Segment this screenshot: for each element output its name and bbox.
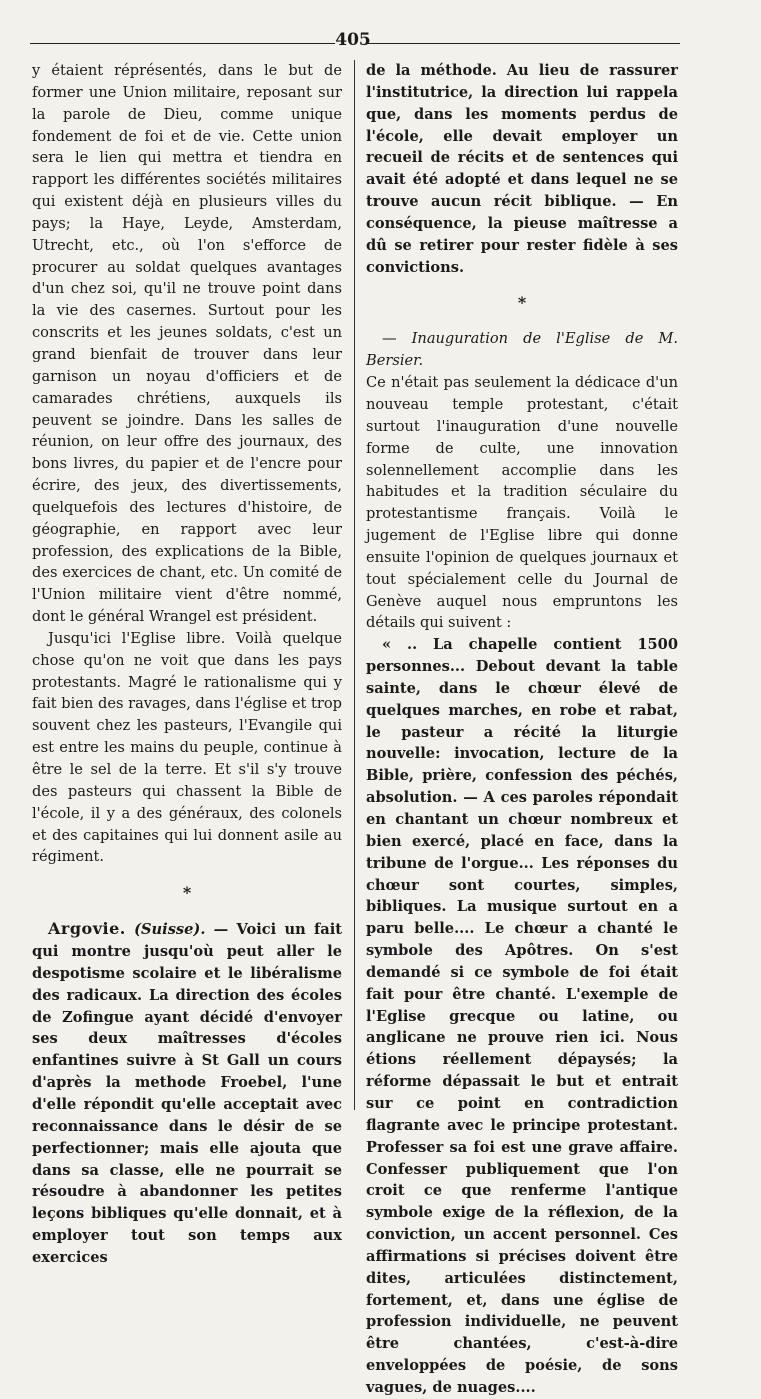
page-number: 405 (335, 30, 371, 50)
right-paragraph-3: « .. La chapelle contient 1500 personnes... Debout devant la table sainte, dans le chœur élevé de quelques marches, en robe et rabat, le pasteur a récité la liturgie nouvelle: invocation, lecture de la Bible, prière, confession des péchés, absolution. — A ces paroles répondait en chantant un chœur nombreux et bien exercé, placé en face, dans la tribune de l'orgue... Les réponses du chœur sont courtes, simples, bibliques. La musique surtout en a paru belle.... Le chœur a chanté le symbole des Apôtres. On s'est demandé si ce symbole de foi était fait pour être chanté. L'exemple de l'Eglise grecque ou latine, ou anglicane ne prouve rien ici. Nous étions réellement dépaysés; la réforme dépassait le but et entrait sur ce point en contradiction flagrante avec le principe protestant. Professer sa foi est une grave affaire. Confesser publiquement que l'on croit ce que renferme l'antique symbole exige de la réflexion, de la conviction, un accent personnel. Ces affirmations si précises doivent être dites, articulées distinctement, fortement, et, dans une église de profession individuelle, ne peuvent être chantées, c'est-à-dire enveloppées de poésie, de sons vagues, de nuages.... (366, 636, 678, 1396)
header-rule-left (30, 43, 335, 44)
section-separator-star: * (182, 883, 192, 903)
argovie-text: — Voici un fait qui montre jusqu'où peut aller le despotisme scolaire et le libéralisme des radicaux. La direction des écoles de Zofingue ayant décidé d'envoyer ses deux maîtresses d'écoles enfantines suivre à St Gall un cours d'après la methode Froebel, l'une d'elle répondit qu'elle acceptait avec reconnaissance dans le désir de se perfectionner; mais elle ajouta que dans sa classe, elle ne pourrait se résoudre à abandonner les petites leçons bibliques qu'elle donnait, et à employer tout son temps aux exercices (32, 921, 342, 1266)
right-paragraph-2: Ce n'était pas seulement la dédicace d'un nouveau temple protestant, c'était surtout l'inauguration d'une nouvelle forme de culte, une innovation solennellement accomplie dans les habitudes et la tradition séculaire du protestantisme français. Voilà le jugement de l'Eglise libre qui donne ensuite l'opinion de quelques journaux et tout spécialement celle du Journal de Genève auquel nous empruntons les détails qui suivent : (366, 374, 678, 632)
argovie-subtitle: (Suisse). (134, 921, 206, 939)
left-paragraph-2: Jusqu'ici l'Eglise libre. Voilà quelque chose qu'on ne voit que dans les pays protestants. Magré le rationalisme qui y fait bien des ravages, dans l'église et trop souvent chez les pasteurs, l'Evangile qui est entre les mains du peuple, continue à être le sel de la terre. Et s'il s'y trouve des pasteurs qui chassent la Bible de l'école, il y a des généraux, des colonels et des capitaines qui lui donnent asile au régiment. (32, 629, 342, 866)
inauguration-title: — Inauguration de l'Eglise de M. Bersier. (366, 330, 678, 370)
left-column (32, 60, 342, 1269)
left-paragraph-1: y étaient réprésentés, dans le but de former une Union militaire, reposant sur la parole de Dieu, comme unique fondement de foi et de vie. Cette union sera le lien qui mettra et tiendra en rapport les différentes sociétés militaires qui existent déjà en plusieurs villes du pays; la Haye, Leyde, Amsterdam, Utrecht, etc., où l'on s'efforce de procurer au soldat quelques avantages d'un chez soi, qu'il ne trouve point dans la vie des casernes. Surtout pour les conscrits et les jeunes soldats, c'est un grand bienfait de trouver dans leur garnison un noyau d'officiers et de camarades chrétiens, auxquels ils peuvent se joindre. Dans les salles de réunion, on leur offre des journaux, des bons livres, du papier et de l'encre pour écrire, des jeux, des divertissements, quelquefois des lectures d'histoire, de géographie, en rapport avec leur profession, des explications de la Bible, des exercices de chant, etc. Un comité de l'Union militaire vient d'être nommé, dont le général Wrangel est président. (32, 62, 342, 626)
argovie-paragraph (32, 918, 342, 1269)
header-rule-right (368, 43, 680, 44)
column-divider (354, 60, 355, 1110)
right-column (366, 60, 678, 1399)
section-separator-star: * (517, 293, 527, 313)
argovie-title: Argovie. (48, 919, 126, 939)
right-paragraph-1: de la méthode. Au lieu de rassurer l'institutrice, la direction lui rappela que, dans les moments perdus de l'école, elle devait employer un recueil de récits et de sentences qui avait été adopté et dans lequel ne se trouve aucun récit biblique. — En conséquence, la pieuse maîtresse a dû se retirer pour rester fidèle à ses convictions. (366, 62, 678, 276)
